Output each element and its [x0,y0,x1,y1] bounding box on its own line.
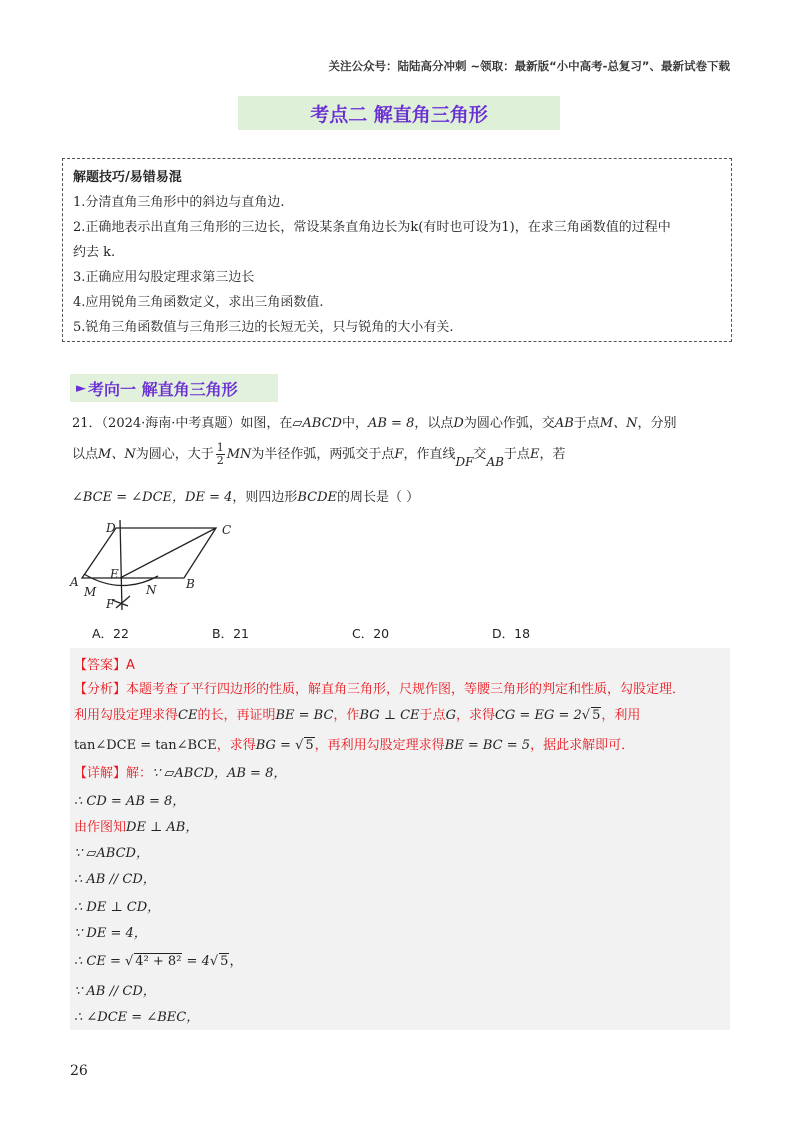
question-line-3 [72,486,419,505]
answer-label: 【答案】A [74,658,135,673]
tip-item: 5.锐角三角函数值与三角形三边的长短无关，只与锐角的大小有关. [73,320,454,335]
choice-b[interactable]: B．21 [212,626,249,641]
math-expr: G [445,708,456,723]
math-expr: = 4 [182,954,210,969]
label-d: D [106,521,116,535]
math-expr: AB [554,416,574,431]
tip-item: 4.应用锐角三角函数定义，求出三角函数值. [73,295,324,310]
step-8 [74,980,156,999]
math-expr: DF [455,455,474,469]
sqrt-radicand: 5 [220,954,229,969]
question-text: 为半径作弧，两弧交于点 [251,447,395,462]
math-expr: BE = BC = 5 [444,738,531,753]
question-text: 交 [473,447,487,462]
tip-item: 3.正确应用勾股定理求第三边长 [73,270,255,285]
triangle-marker-icon: ► [76,380,86,396]
sqrt-radicand: 4² + 8² [135,954,182,969]
question-line-2 [72,442,565,467]
tips-heading: 解题技巧/易错易混 [73,170,182,185]
parallelogram-figure [66,516,256,616]
detail-line [74,762,286,781]
step-2 [74,816,198,835]
math-expr: E [529,447,540,462]
math-expr: ∵ ▱ABCD，AB = 8， [152,766,287,781]
math-expr: M、N [599,416,638,431]
section-title: 考向一 解直角三角形 [88,379,238,399]
tip-item: 2.正确地表示出直角三角形的三边长，常设某条直角边长为k(有时也可设为1)，在求三角函数值的过程中 [73,220,671,235]
segment-ce [120,528,216,578]
math-expr: ∴ DE ⊥ CD， [74,900,161,915]
step-7: ∴ CE = √ 4² + 8² = 4√ 5， [74,954,243,969]
fraction-denominator: 2 [216,454,224,467]
math-expr: BCDE [297,490,338,505]
line-df [120,520,122,610]
label-m: M [84,585,97,599]
parallelogram-abcd [82,528,216,578]
choice-c[interactable]: C．20 [352,626,390,641]
detail-label: 【详解】解： [74,766,153,781]
math-expr: CE [178,708,198,723]
math-expr: ∴ CE = [74,954,125,969]
question-text: ，以点 [414,416,454,431]
step-5 [74,896,160,915]
choice-d[interactable]: D．18 [492,626,531,641]
analysis-text: ，再利用勾股定理求得 [314,738,445,753]
math-expr: AB [486,455,504,469]
math-expr: ∴ AB // CD， [74,872,156,887]
question-text: 为圆心，大于 [135,447,214,462]
math-expr: DE ⊥ AB， [126,820,199,835]
label-c: C [222,523,232,537]
math-expr: D [453,416,464,431]
math-expr: BG ⊥ CE [359,708,420,723]
question-text: ，分别 [637,416,677,431]
question-text: 于点 [503,447,530,462]
math-expr: M、N [98,447,136,462]
math-expr: tan∠DCE = tan∠BCE [74,738,217,753]
question-text: 的周长是（ ） [337,490,420,505]
tip-item: 约去 k. [73,245,116,260]
analysis-text: ，利用 [601,708,641,723]
math-expr: ∵ ▱ABCD， [74,846,149,861]
analysis-line-3: tan∠DCE = tan∠BCE，求得BG = √ 5，再利用勾股定理求得BE = BC = 5，据此求解即可． [74,738,635,753]
label-a: A [70,575,79,589]
question-text: ，则四边形 [232,490,298,505]
analysis-text: ，求得 [216,738,256,753]
math-expr: ∴ ∠DCE = ∠BEC， [74,1010,200,1025]
sqrt-radicand: 5 [305,738,314,753]
math-expr: F [394,447,404,462]
math-expr: BG = [255,738,296,753]
question-text: 以点 [72,447,99,462]
math-expr: ∠BCE = ∠DCE，DE = 4 [72,490,233,505]
math-expr: AB = 8 [367,416,415,431]
analysis-line-1: 【分析】本题考查了平行四边形的性质，解直角三角形，尺规作图，等腰三角形的判定和性质，勾股定理． [74,682,686,697]
punct: ， [229,954,243,969]
tip-item: 1.分清直角三角形中的斜边与直角边. [73,195,285,210]
analysis-text: ，求得 [455,708,495,723]
question-text: 21．（2024·海南·中考真题）如图，在 [72,416,293,431]
step-6 [74,922,147,941]
question-text: ，若 [539,447,566,462]
math-expr: ∵ DE = 4， [74,926,147,941]
step-1 [74,790,185,809]
tips-box [62,158,732,342]
question-text: 中， [341,416,368,431]
math-expr: BE = BC [275,708,334,723]
step-4 [74,868,156,887]
question-line-1 [72,412,677,431]
step-9 [74,1006,199,1025]
label-n: N [146,583,157,597]
step-text: 由作图知 [74,820,127,835]
header-note: 关注公众号：陆陆高分冲刺 ~领取：最新版“小中高考-总复习”、最新试卷下载 [328,59,730,73]
label-e: E [110,567,119,581]
question-text: 为圆心作弧，交 [463,416,555,431]
analysis-text: 的长，再证明 [197,708,276,723]
analysis-text: ，作 [333,708,360,723]
math-expr: MN [226,447,252,462]
question-text: ，作直线 [403,447,456,462]
analysis-text: ，据此求解即可． [530,738,635,753]
question-text: 于点 [573,416,600,431]
math-expr: ▱ABCD [292,416,342,431]
math-expr: CG = EG = 2 [494,708,582,723]
page-number: 26 [70,1063,88,1079]
math-expr: ∵ AB // CD， [74,984,156,999]
analysis-text: 利用勾股定理求得 [74,708,179,723]
sqrt-radicand: 5 [592,708,601,723]
step-3 [74,842,149,861]
math-expr: ∴ CD = AB = 8， [74,794,186,809]
section-heading [70,374,278,402]
analysis-line-2: 利用勾股定理求得CE的长，再证明BE = BC，作BG ⊥ CE于点G，求得CG = EG = 2√ 5，利用 [74,708,641,723]
solution-box [70,648,730,1030]
choice-a[interactable]: A．22 [92,626,129,641]
topic-title: 考点二 解直角三角形 [310,103,488,126]
analysis-text: 于点 [419,708,446,723]
fraction-half [216,442,225,467]
label-b: B [186,577,195,591]
label-f: F [106,597,115,611]
topic-title-box [238,96,560,130]
fraction-numerator: 1 [216,441,224,454]
